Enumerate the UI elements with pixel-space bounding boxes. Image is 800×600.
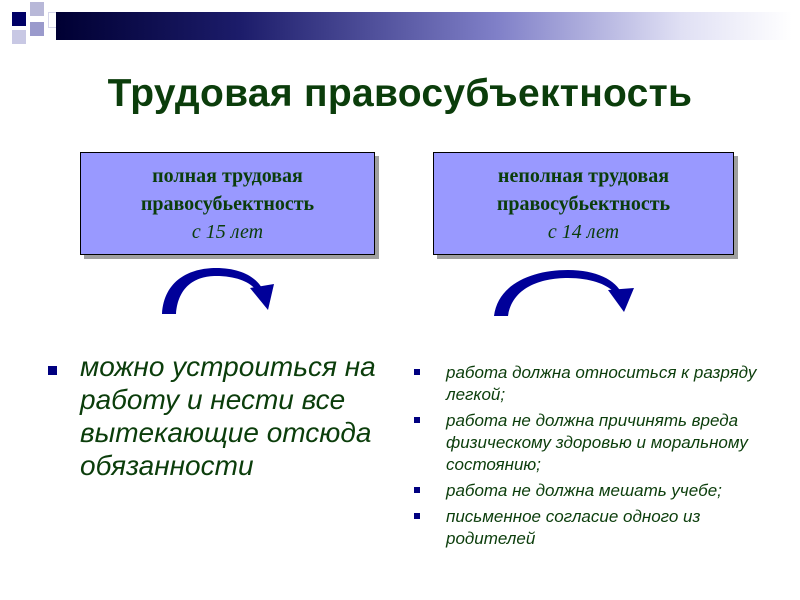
bullet-square-icon — [414, 513, 420, 519]
decor-square — [30, 22, 44, 36]
bullet-square-icon — [48, 366, 57, 375]
box-age: с 14 лет — [547, 221, 620, 243]
box-age: с 15 лет — [191, 221, 264, 243]
curved-arrow-right-icon — [486, 262, 641, 322]
box-label-line1: полная трудовая — [152, 165, 303, 187]
list-item — [414, 410, 774, 476]
bullet-square-icon — [414, 487, 420, 493]
list-item-text: работа не должна причинять вреда физическому здоровью и моральному состоянию; — [446, 411, 748, 474]
bullet-square-icon — [414, 369, 420, 375]
curved-arrow-left-icon — [150, 262, 280, 322]
header-gradient-bar — [56, 12, 792, 40]
decor-square — [30, 2, 44, 16]
list-item — [414, 506, 774, 550]
full-capacity-box — [80, 152, 375, 255]
partial-capacity-conditions-list — [414, 362, 774, 554]
box-label-line2: правосубьектность — [140, 193, 315, 215]
bullet-square-icon — [414, 417, 420, 423]
box-label-line2: правосубьектность — [496, 193, 671, 215]
list-item — [48, 350, 378, 482]
full-capacity-list — [48, 350, 378, 482]
box-label-line1: неполная трудовая — [497, 165, 670, 187]
decor-square — [12, 12, 26, 26]
list-item — [414, 480, 774, 502]
list-item-text: письменное согласие одного из родителей — [446, 507, 701, 548]
partial-capacity-box — [433, 152, 734, 255]
list-item — [414, 362, 774, 406]
list-item-text: работа не должна мешать учебе; — [446, 481, 722, 500]
decor-square — [12, 30, 26, 44]
list-item-text: работа должна относиться к разряду легкой; — [446, 363, 757, 404]
list-item-text: можно устроиться на работу и нести все вытекающие отсюда обязанности — [80, 351, 376, 481]
page-title: Трудовая правосубъектность — [107, 72, 693, 115]
